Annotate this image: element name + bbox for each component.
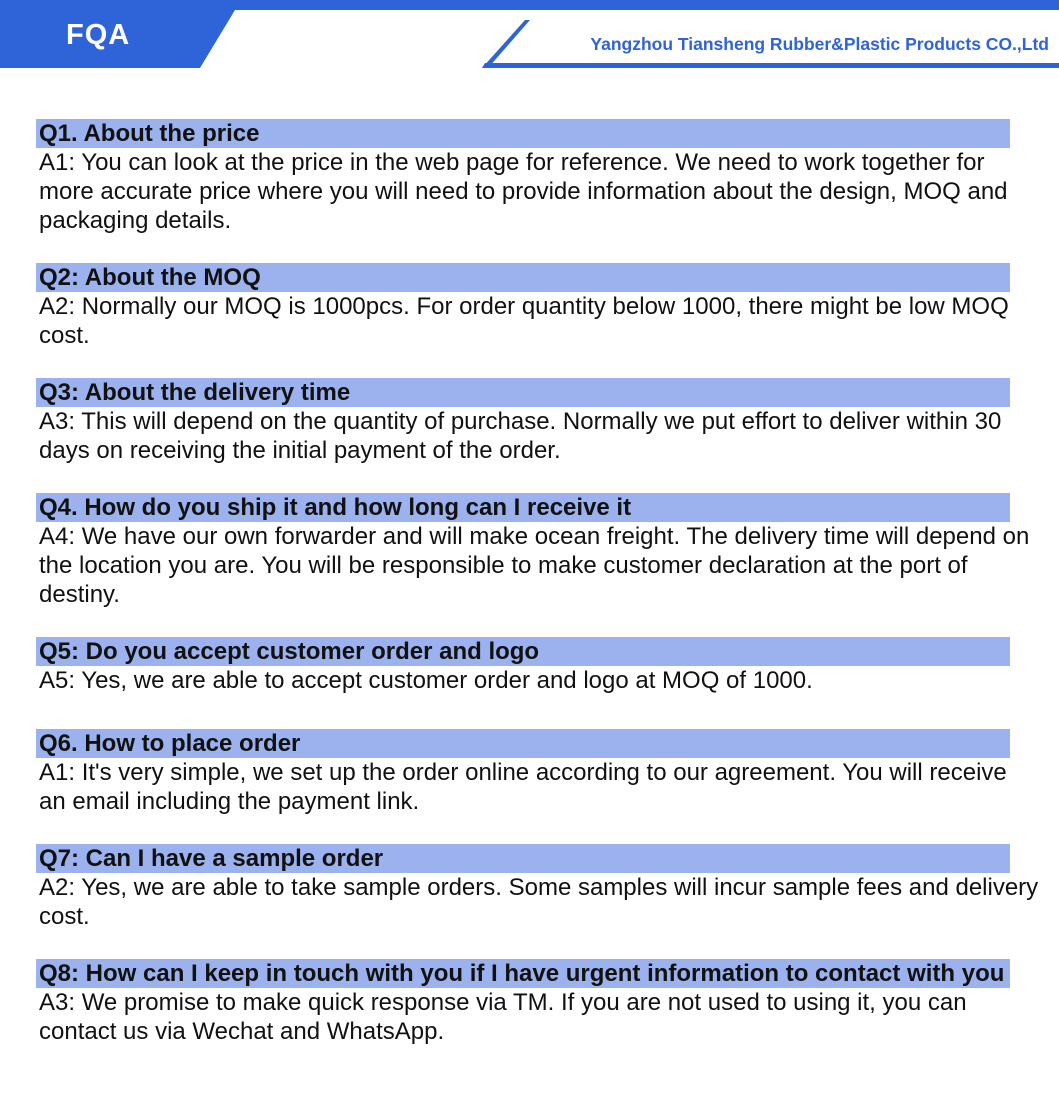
faq-item-1	[36, 119, 1010, 235]
faq-item-8	[36, 959, 1010, 1046]
faq-question: Q6. How to place order	[36, 729, 1010, 758]
faq-question: Q7: Can I have a sample order	[36, 844, 1010, 873]
faq-answer: A4: We have our own forwarder and will make ocean freight. The delivery time will depend on the location you are. You will be responsible to make customer declaration at the port of destiny.	[39, 523, 1030, 608]
faq-answer: A2: Yes, we are able to take sample orders. Some samples will incur sample fees and delivery cost.	[39, 874, 1039, 930]
faq-question: Q8: How can I keep in touch with you if I have urgent information to contact with you	[36, 959, 1010, 988]
header-banner	[0, 0, 1059, 68]
faq-item-4	[36, 493, 1030, 609]
faq-item-2	[36, 263, 1010, 350]
faq-item-6	[36, 729, 1010, 816]
faq-answer: A3: This will depend on the quantity of purchase. Normally we put effort to deliver within 30 days on receiving the initial payment of the order.	[39, 408, 1002, 464]
faq-item-3	[36, 378, 1010, 465]
faq-item-7	[36, 844, 1039, 931]
faq-question: Q5: Do you accept customer order and logo	[36, 637, 1010, 666]
faq-question: Q3: About the delivery time	[36, 378, 1010, 407]
faq-answer: A3: We promise to make quick response via TM. If you are not used to using it, you can contact us via Wechat and WhatsApp.	[39, 989, 967, 1045]
faq-question: Q4. How do you ship it and how long can I receive it	[36, 493, 1010, 522]
faq-question: Q1. About the price	[36, 119, 1010, 148]
faq-answer: A1: You can look at the price in the web page for reference. We need to work together for more accurate price where you will need to provide information about the design, MOQ and packaging details.	[39, 149, 1008, 234]
faq-answer: A5: Yes, we are able to accept customer order and logo at MOQ of 1000.	[39, 667, 813, 694]
faq-answer: A2: Normally our MOQ is 1000pcs. For order quantity below 1000, there might be low MOQ cost.	[39, 293, 1009, 349]
page-title: FQA	[66, 19, 131, 51]
faq-question: Q2: About the MOQ	[36, 263, 1010, 292]
faq-item-5	[36, 637, 1010, 695]
faq-answer: A1: It's very simple, we set up the order online according to our agreement. You will receive an email including the payment link.	[39, 759, 1007, 815]
company-name: Yangzhou Tiansheng Rubber&Plastic Products CO.,Ltd	[590, 34, 1049, 54]
